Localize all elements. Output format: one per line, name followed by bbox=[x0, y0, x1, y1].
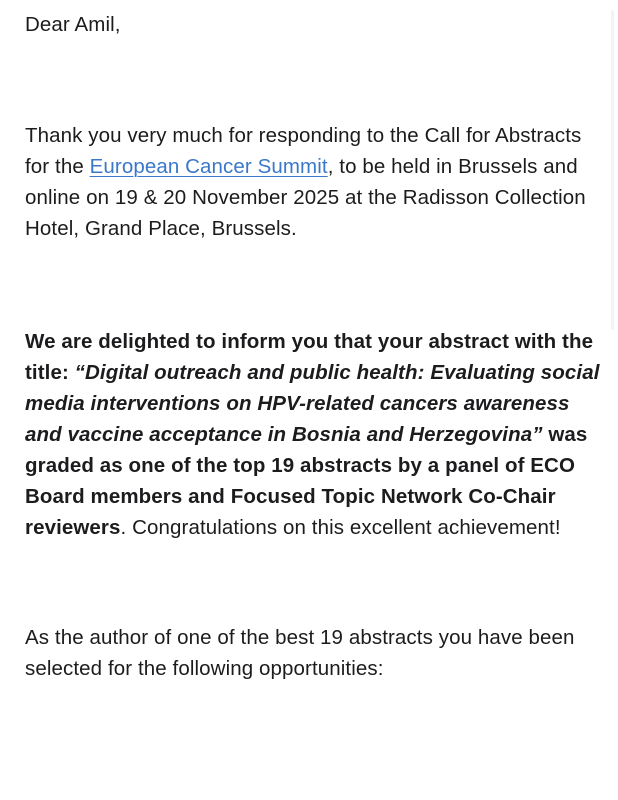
congratulations-text: . Congratulations on this excellent achievement! bbox=[120, 516, 561, 539]
decision-intro: We are delighted to inform you that your abstract with the title: bbox=[25, 330, 594, 384]
greeting: Dear Amil, bbox=[25, 13, 121, 36]
abstract-title: “Digital outreach and public health: Evaluating social media interventions on HPV-related cancers awareness and vaccine acceptance in Bosnia and Herzegovina” bbox=[25, 361, 600, 446]
european-cancer-summit-link[interactable]: European Cancer Summit bbox=[89, 155, 328, 178]
intro-paragraph bbox=[25, 120, 600, 244]
intro-text-start: Thank you very much for responding to the Call for Abstracts for the bbox=[25, 124, 582, 178]
decision-paragraph bbox=[25, 326, 600, 543]
opportunities-paragraph: As the author of one of the best 19 abstracts you have been selected for the following opportunities: bbox=[25, 626, 575, 680]
email-body bbox=[25, 0, 600, 684]
scroll-indicator[interactable] bbox=[611, 10, 614, 330]
intro-text-end: , to be held in Brussels and online on 19 & 20 November 2025 at the Radisson Collection Hotel, Grand Place, Brussels. bbox=[25, 155, 586, 240]
decision-grading: was graded as one of the top 19 abstracts by a panel of ECO Board members and Focused Topic Network Co-Chair reviewers bbox=[25, 423, 588, 539]
